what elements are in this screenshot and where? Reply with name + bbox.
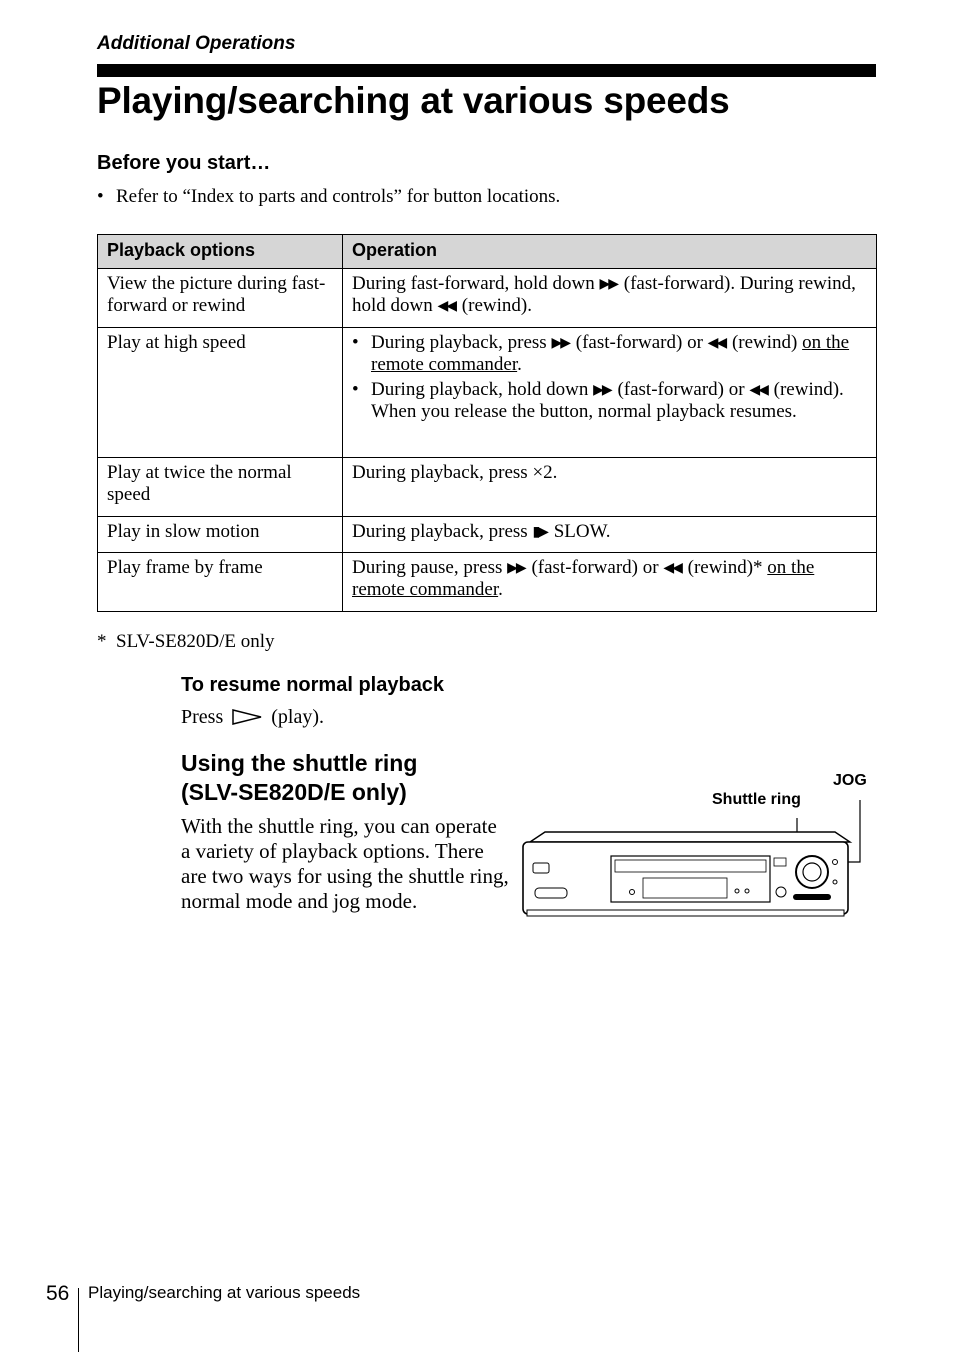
before-you-start-heading: Before you start…: [97, 152, 271, 174]
rewind-icon: ◀◀: [749, 382, 767, 398]
table-row: [98, 328, 877, 458]
table-header-row: [98, 235, 877, 269]
footer-running-title: Playing/searching at various speeds: [88, 1283, 361, 1302]
footer-rule: [78, 1288, 79, 1352]
header-rule: [97, 64, 876, 77]
table-row: [98, 553, 877, 612]
column-header-operation: Operation: [343, 235, 877, 269]
fast-forward-icon: ▶▶: [507, 560, 525, 576]
fast-forward-icon: ▶▶: [551, 335, 570, 351]
section-label: Additional Operations: [97, 33, 296, 54]
table-row: [98, 458, 877, 517]
play-icon: [232, 709, 262, 725]
column-header-playback-options: Playback options: [98, 235, 343, 269]
page-title: Playing/searching at various speeds: [97, 80, 730, 121]
remote-commander-link-text: on the remote commander: [371, 332, 850, 375]
resume-instruction: Press (play).: [181, 706, 324, 728]
page-number: 56: [46, 1282, 70, 1305]
slow-play-icon: ▮▶: [532, 524, 547, 540]
remote-commander-link-text: on the remote commander: [352, 557, 815, 600]
operation-cell: During playback, press ×2.: [343, 458, 877, 517]
list-item: • During playback, hold down ▶▶ (fast-forward) or ◀◀ (rewind). When you release the button, normal playback resumes.: [352, 379, 844, 422]
vcr-front-panel-figure: [515, 770, 875, 930]
fast-forward-icon: ▶▶: [593, 382, 611, 398]
option-cell: Play at twice the normal speed: [98, 458, 343, 517]
shuttle-ring-heading: Using the shuttle ring (SLV-SE820D/E only): [181, 750, 418, 805]
rewind-icon: ◀◀: [437, 298, 456, 314]
shuttle-ring-description: With the shuttle ring, you can operate a variety of playback options. There are two ways for using the shuttle ring, normal mode and jog mode.: [181, 814, 509, 913]
operation-cell: During playback, press ▮▶ SLOW.: [343, 517, 877, 553]
resume-heading: To resume normal playback: [181, 674, 445, 696]
option-cell: View the picture during fast-forward or rewind: [98, 269, 343, 328]
option-cell: Play at high speed: [98, 328, 343, 458]
shuttle-ring-label: Shuttle ring: [712, 791, 801, 808]
option-cell: Play in slow motion: [98, 517, 343, 553]
table-row: [98, 517, 877, 553]
fast-forward-icon: ▶▶: [599, 276, 618, 292]
operation-cell: [343, 328, 877, 458]
rewind-icon: ◀◀: [663, 560, 681, 576]
list-item: • During playback, press ▶▶ (fast-forward) or ◀◀ (rewind) on the remote commander.: [352, 332, 850, 375]
operation-cell: During pause, press ▶▶ (fast-forward) or ◀◀ (rewind)* on the remote commander.: [343, 553, 877, 612]
operation-cell: During fast-forward, hold down ▶▶ (fast-forward). During rewind, hold down ◀◀ (rewind).: [343, 269, 877, 328]
playback-options-table: [97, 234, 877, 612]
table-row: [98, 269, 877, 328]
rewind-icon: ◀◀: [707, 335, 726, 351]
before-you-start-bullet: • Refer to “Index to parts and controls” for button locations.: [97, 186, 561, 207]
jog-label: JOG: [833, 772, 867, 789]
table-footnote: * SLV-SE820D/E only: [97, 631, 275, 652]
vcr-illustration: [515, 770, 875, 930]
option-cell: Play frame by frame: [98, 553, 343, 612]
